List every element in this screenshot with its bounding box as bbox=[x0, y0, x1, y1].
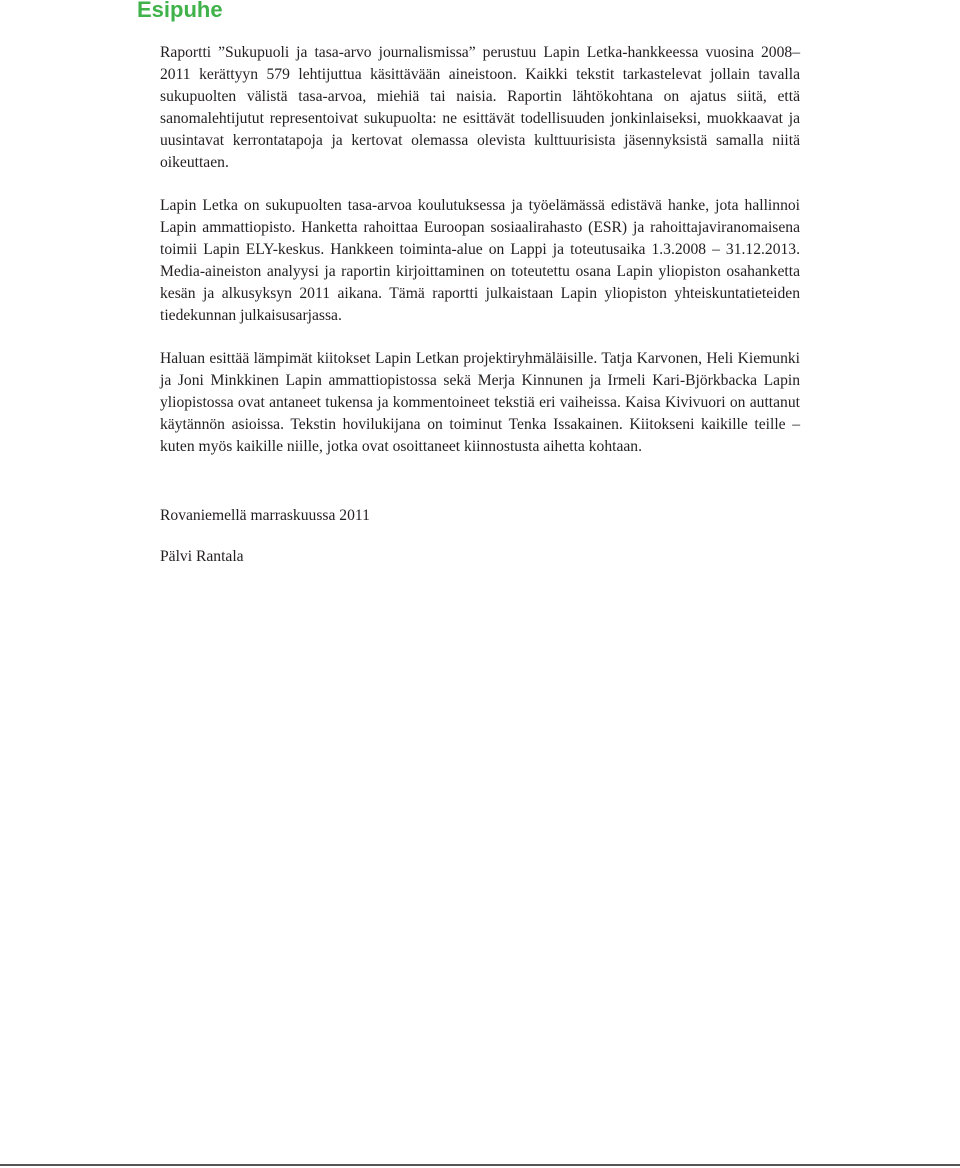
page-title: Esipuhe bbox=[137, 0, 223, 22]
paragraph-acknowledgements: Haluan esittää lämpimät kiitokset Lapin Letkan projektiryhmäläisille. Tatja Karvonen, Heli Kiemunki ja Joni Minkkinen Lapin ammattiopistossa sekä Merja Kinnunen ja Irmeli Kari-Björkbacka Lapin yliopistossa ovat antaneet tukensa ja kommentoineet tekstiä eri vaiheissa. Kaisa Kivivuori on auttanut käytännön asioissa. Tekstin hovilukijana on toiminut Tenka Issakainen. Kiitokseni kaikille teille – kuten myös kaikille niille, jotka ovat osoittaneet kiinnostusta aihetta kohtaan. bbox=[160, 350, 800, 455]
author-signature: Pälvi Rantala bbox=[160, 548, 244, 565]
bottom-rule bbox=[0, 1164, 960, 1166]
paragraph-project: Lapin Letka on sukupuolten tasa-arvoa koulutuksessa ja työelämässä edistävä hanke, jota hallinnoi Lapin ammattiopisto. Hanketta rahoittaa Euroopan sosiaalirahasto (ESR) ja rahoittajaviranomaisena toimii Lapin ELY-keskus. Hankkeen toiminta-alue on Lappi ja toteutusaika 1.3.2008 – 31.12.2013. Media-aineiston analyysi ja raportin kirjoittaminen on toteutettu osana Lapin yliopiston osahanketta kesän ja alkusyksyn 2011 aikana. Tämä raportti julkaistaan Lapin yliopiston yhteiskuntatieteiden tiedekunnan julkaisusarjassa. bbox=[160, 197, 800, 324]
paragraph-intro: Raportti ”Sukupuoli ja tasa-arvo journalismissa” perustuu Lapin Letka-hankkeessa vuosina 2008–2011 kerättyyn 579 lehtijuttua käsittävään aineistoon. Kaikki tekstit tarkastelevat jollain tavalla sukupuolten välistä tasa-arvoa, miehiä tai naisia. Raportin lähtökohtana on ajatus siitä, että sanomalehtijutut representoivat sukupuolta: ne esittävät todellisuuden jonkinlaiseksi, muokkaavat ja uusintavat kerrontatapoja ja kertovat olemassa olevista kulttuurisista jäsennyksistä samalla niitä oikeuttaen. bbox=[160, 44, 800, 171]
body-text bbox=[160, 42, 800, 479]
place-date: Rovaniemellä marraskuussa 2011 bbox=[160, 507, 370, 524]
